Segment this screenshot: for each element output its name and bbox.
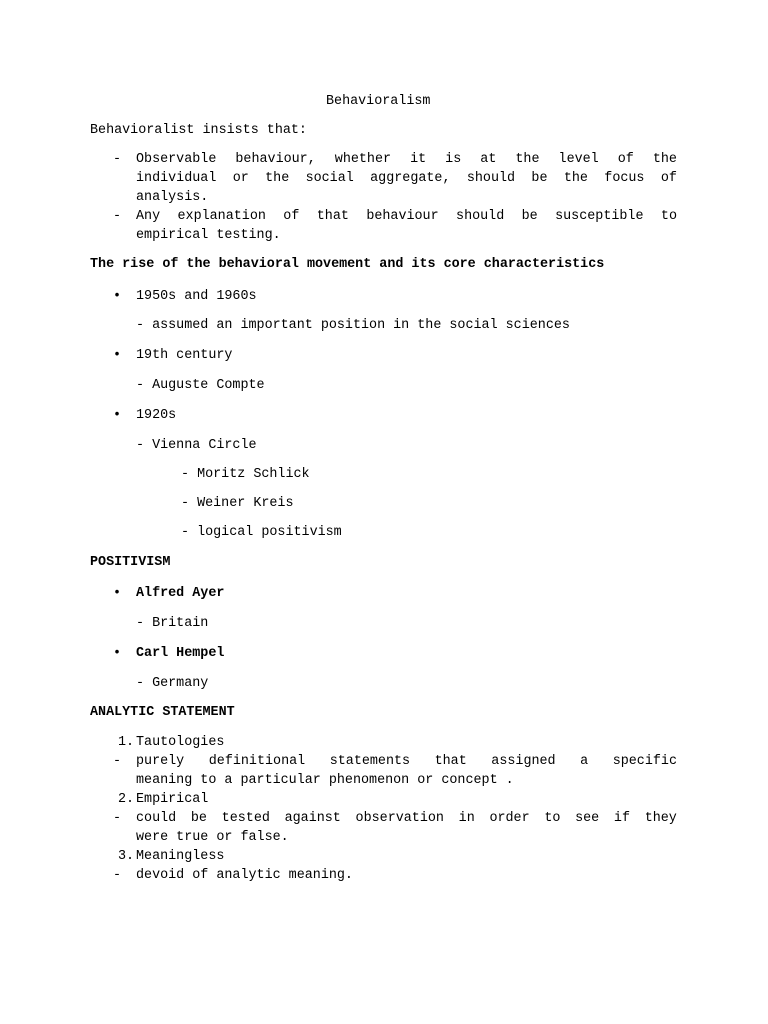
positivism-bullet-1-sub: - Britain xyxy=(136,616,209,631)
word: purely xyxy=(136,754,185,769)
list-dash: - xyxy=(113,811,122,826)
bullet-icon: • xyxy=(113,289,122,304)
analytic-item-2-label: Empirical xyxy=(136,792,209,807)
word: order xyxy=(489,811,530,826)
bullet-icon: • xyxy=(113,408,122,423)
analytic-item-1-desc-line-2: meaning to a particular phenomenon or concept . xyxy=(136,773,514,788)
word: see xyxy=(575,811,600,826)
word: individual xyxy=(136,171,217,186)
word: Any xyxy=(136,209,161,224)
list-number: 3. xyxy=(118,849,135,864)
word: the xyxy=(563,171,588,186)
word: could xyxy=(136,811,177,826)
analytic-item-1-label: Tautologies xyxy=(136,735,225,750)
list-number: 1. xyxy=(118,735,135,750)
word: or xyxy=(232,171,249,186)
word: of xyxy=(283,209,300,224)
word: aggregate, xyxy=(370,171,451,186)
word: explanation xyxy=(177,209,266,224)
word: statements xyxy=(329,754,411,769)
insist-item-1-line-2 xyxy=(136,171,677,187)
rise-bullet-2: 19th century xyxy=(136,348,233,363)
word: Observable xyxy=(136,152,217,167)
insist-item-2-line-2: empirical testing. xyxy=(136,228,281,243)
word: to xyxy=(660,209,677,224)
word: should xyxy=(456,209,505,224)
rise-bullet-2-sub: - Auguste Compte xyxy=(136,378,265,393)
positivism-bullet-1: Alfred Ayer xyxy=(136,586,225,601)
positivism-heading: POSITIVISM xyxy=(90,555,171,570)
word: behaviour xyxy=(366,209,439,224)
word: focus xyxy=(604,171,645,186)
word: to xyxy=(544,811,561,826)
intro-line: Behavioralist insists that: xyxy=(90,123,307,138)
word: it xyxy=(410,152,427,167)
word: tested xyxy=(221,811,270,826)
analytic-heading: ANALYTIC STATEMENT xyxy=(90,705,235,720)
list-number: 2. xyxy=(118,792,135,807)
rise-bullet-1-sub: - assumed an important position in the social sciences xyxy=(136,318,570,333)
analytic-item-3-label: Meaningless xyxy=(136,849,225,864)
rise-heading: The rise of the behavioral movement and its core characteristics xyxy=(90,257,605,272)
word: if xyxy=(613,811,630,826)
insist-item-1-line-1 xyxy=(136,152,677,168)
insist-item-1-line-3: analysis. xyxy=(136,190,209,205)
word: the xyxy=(515,152,540,167)
rise-bullet-3: 1920s xyxy=(136,408,177,423)
word: be xyxy=(531,171,548,186)
list-dash: - xyxy=(113,754,122,769)
word: should xyxy=(466,171,516,186)
rise-bullet-3-sub: - Vienna Circle xyxy=(136,438,257,453)
word: observation xyxy=(355,811,444,826)
word: of xyxy=(660,171,677,186)
word: specific xyxy=(612,754,677,769)
word: against xyxy=(284,811,341,826)
positivism-bullet-2-sub: - Germany xyxy=(136,676,209,691)
analytic-item-3-desc: devoid of analytic meaning. xyxy=(136,868,353,883)
word: susceptible xyxy=(555,209,644,224)
word: in xyxy=(458,811,475,826)
analytic-item-1-desc-line-1 xyxy=(136,754,677,770)
rise-bullet-3-subsub: - Weiner Kreis xyxy=(181,496,294,511)
word: assigned xyxy=(491,754,556,769)
word: behaviour, xyxy=(235,152,316,167)
bullet-icon: • xyxy=(113,586,122,601)
word: the xyxy=(652,152,677,167)
positivism-bullet-2: Carl Hempel xyxy=(136,646,225,661)
bullet-icon: • xyxy=(113,348,122,363)
analytic-item-2-desc-line-1 xyxy=(136,811,677,827)
word: whether xyxy=(334,152,392,167)
insist-item-2-line-1 xyxy=(136,209,677,225)
word: be xyxy=(190,811,207,826)
word: be xyxy=(521,209,538,224)
word: that xyxy=(434,754,467,769)
rise-bullet-1: 1950s and 1960s xyxy=(136,289,257,304)
word: a xyxy=(580,754,589,769)
bullet-icon: • xyxy=(113,646,122,661)
word: that xyxy=(316,209,349,224)
rise-bullet-3-subsub: - logical positivism xyxy=(181,525,342,540)
list-dash: - xyxy=(113,868,122,883)
word: of xyxy=(617,152,634,167)
word: definitional xyxy=(208,754,306,769)
word: is xyxy=(445,152,462,167)
doc-title: Behavioralism xyxy=(326,94,431,109)
rise-bullet-3-subsub: - Moritz Schlick xyxy=(181,467,310,482)
list-dash: - xyxy=(113,209,122,224)
word: they xyxy=(644,811,677,826)
word: social xyxy=(305,171,354,186)
list-dash: - xyxy=(113,152,122,167)
word: level xyxy=(558,152,599,167)
word: at xyxy=(480,152,497,167)
word: the xyxy=(265,171,290,186)
analytic-item-2-desc-line-2: were true or false. xyxy=(136,830,289,845)
